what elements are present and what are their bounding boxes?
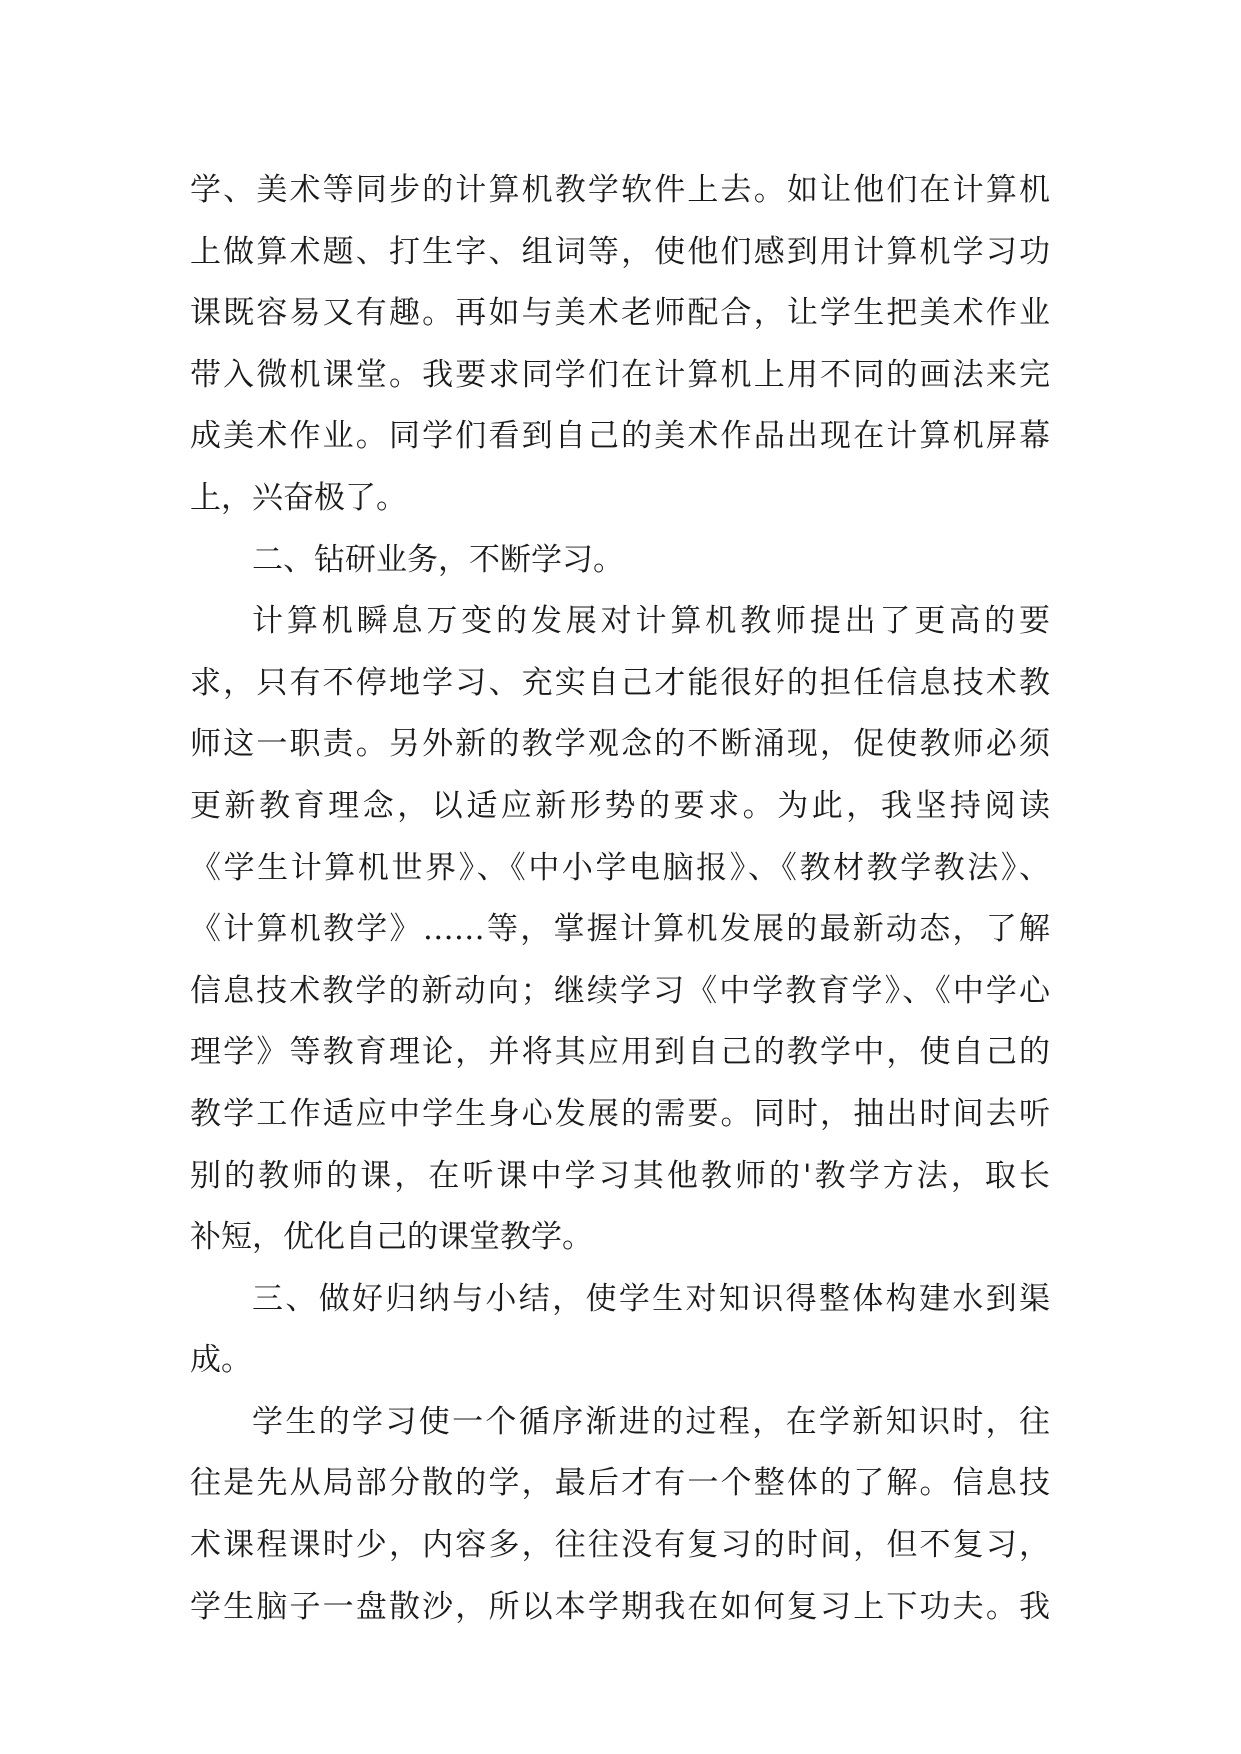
text-line: 往是先从局部分散的学，最后才有一个整体的了解。信息技 [190, 1465, 1050, 1502]
text-line: 《学生计算机世界》、《中小学电脑报》、《教材教学教法》、 [190, 849, 1050, 886]
text-line: 信息技术教学的新动向；继续学习《中学教育学》、《中学心 [190, 972, 1050, 1009]
text-line: 更新教育理念，以适应新形势的要求。为此，我坚持阅读 [190, 787, 1050, 824]
text-line: 上，兴奋极了。 [190, 479, 407, 516]
text-line: 理学》等教育理论，并将其应用到自己的教学中，使自己的 [190, 1034, 1050, 1071]
text-line: 师这一职责。另外新的教学观念的不断涌现，促使教师必须 [190, 726, 1050, 763]
text-line: 学、美术等同步的计算机教学软件上去。如让他们在计算机 [190, 172, 1050, 208]
text-line: 术课程课时少，内容多，往往没有复习的时间，但不复习， [190, 1527, 1050, 1564]
text-line: 教学工作适应中学生身心发展的需要。同时，抽出时间去听 [190, 1095, 1050, 1132]
text-line: 别的教师的课，在听课中学习其他教师的'教学方法，取长 [190, 1157, 1050, 1194]
text-line: 成。 [190, 1342, 252, 1379]
text-line: 带入微机课堂。我要求同学们在计算机上用不同的画法来完 [190, 356, 1050, 393]
text-line: 上做算术题、打生字、组词等，使他们感到用计算机学习功 [190, 233, 1050, 270]
text-line: 二、钻研业务，不断学习。 [252, 541, 624, 578]
text-line: 补短，优化自己的课堂教学。 [190, 1219, 593, 1256]
text-line: 学生脑子一盘散沙，所以本学期我在如何复习上下功夫。我 [190, 1588, 1050, 1625]
text-line: 学生的学习使一个循序渐进的过程，在学新知识时，往 [252, 1403, 1050, 1440]
text-line: 成美术作业。同学们看到自己的美术作品出现在计算机屏幕 [190, 418, 1050, 455]
text-line: 《计算机教学》……等，掌握计算机发展的最新动态，了解 [190, 911, 1050, 948]
text-line: 计算机瞬息万变的发展对计算机教师提出了更高的要 [252, 603, 1050, 640]
text-line: 求，只有不停地学习、充实自己才能很好的担任信息技术教 [190, 664, 1050, 701]
text-line: 课既容易又有趣。再如与美术老师配合，让学生把美术作业 [190, 295, 1050, 332]
body-text [190, 160, 1050, 1638]
text-line: 三、做好归纳与小结，使学生对知识得整体构建水到渠 [252, 1280, 1050, 1317]
